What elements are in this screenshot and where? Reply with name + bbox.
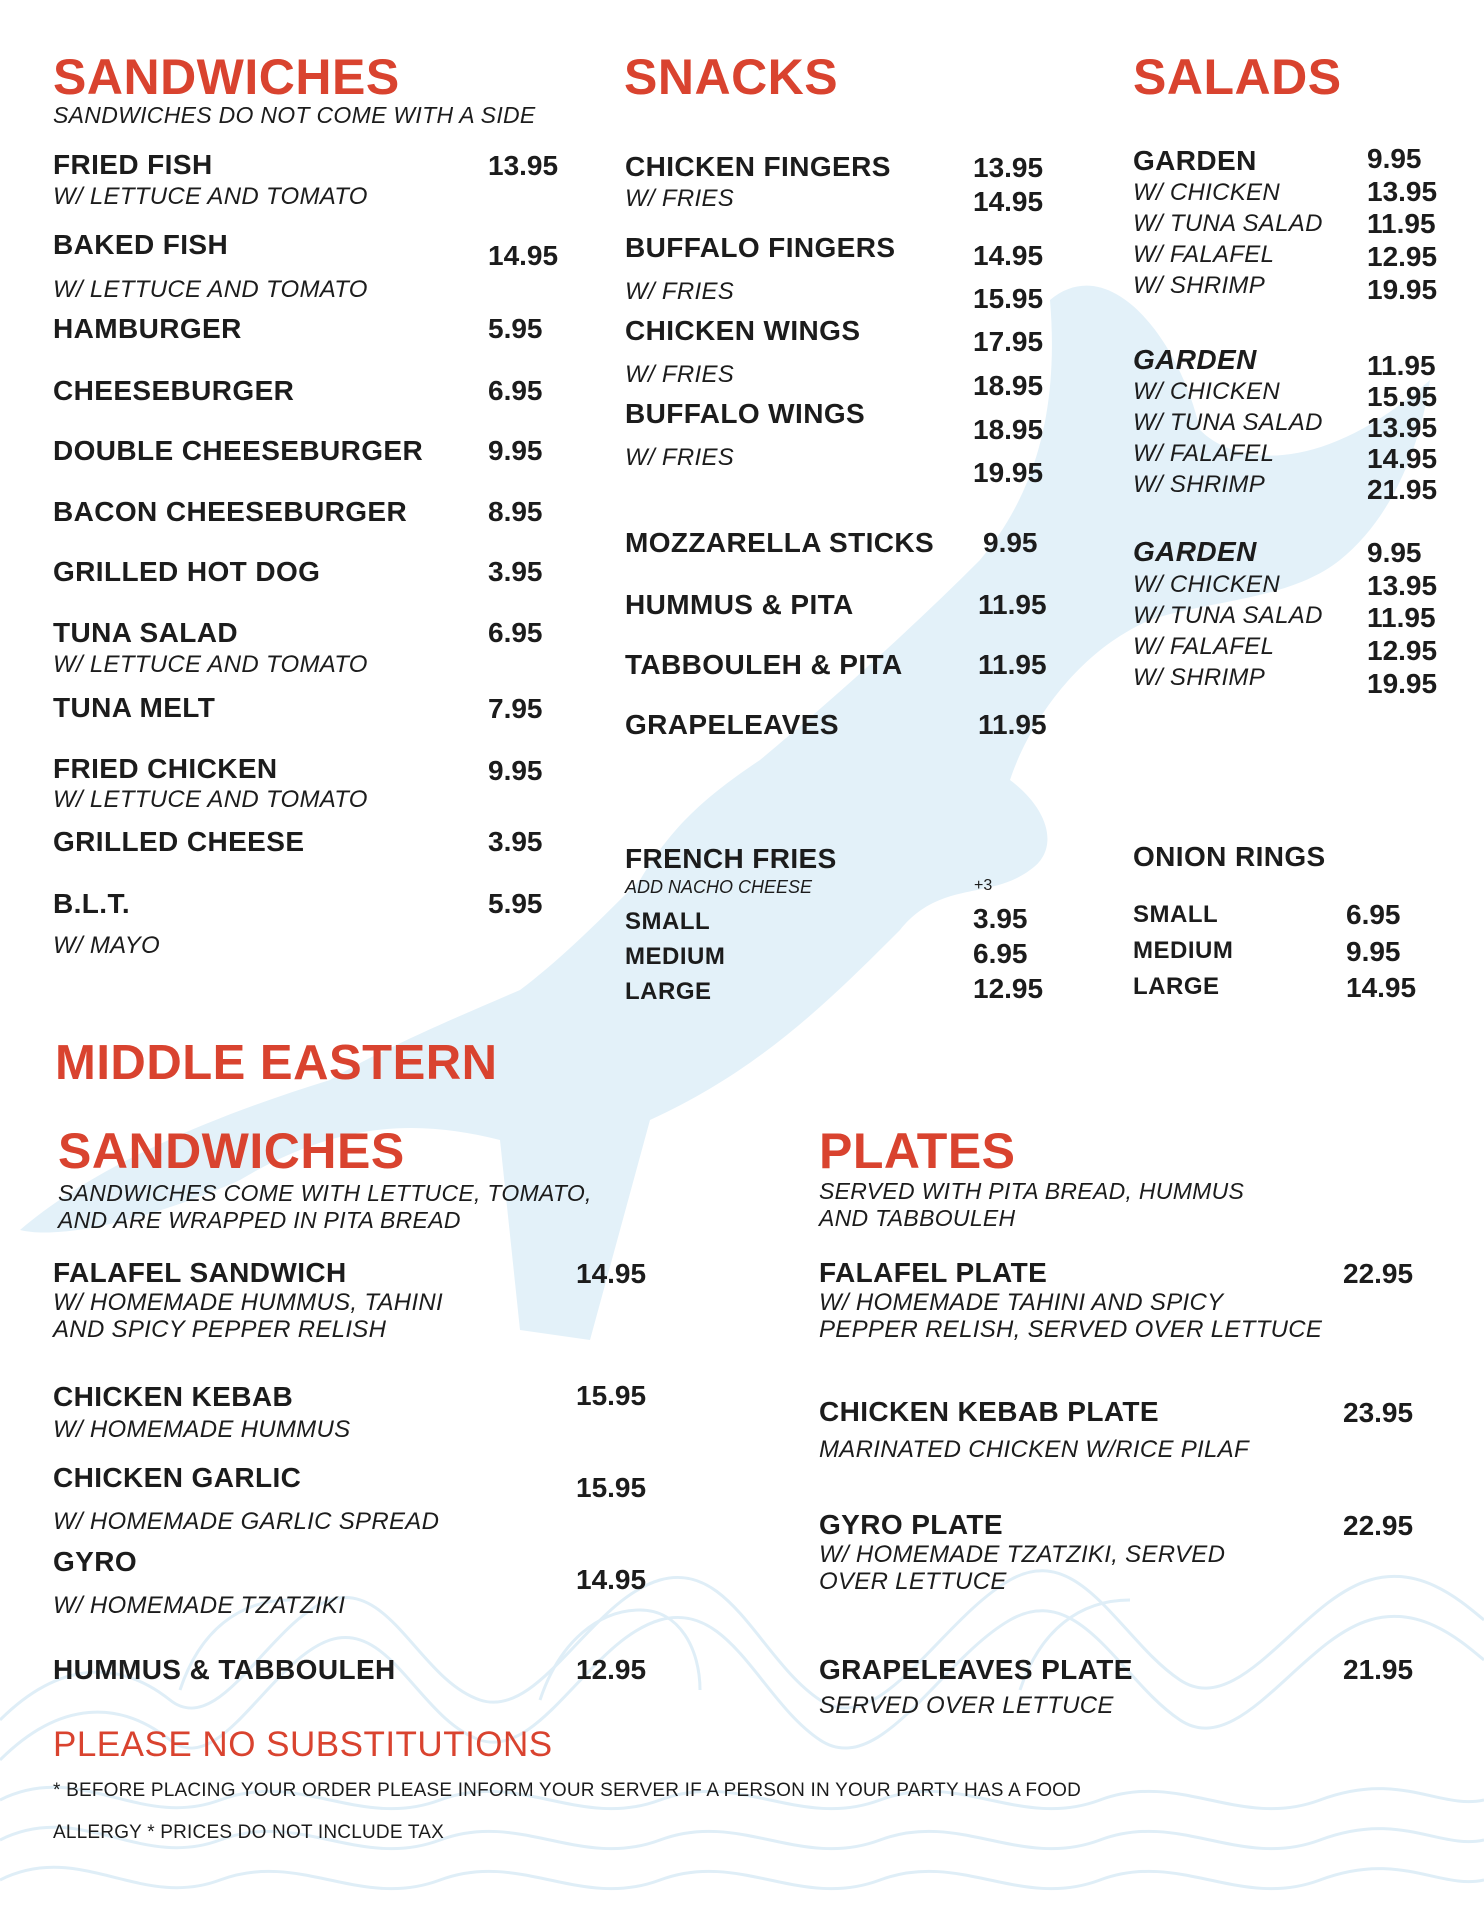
salad-option-price: 13.95	[1367, 176, 1438, 207]
me-sandwiches-title: SANDWICHES	[58, 1123, 405, 1179]
size-label: LARGE	[625, 978, 712, 1005]
salad-option-price: 12.95	[1367, 635, 1438, 666]
size-label: MEDIUM	[625, 943, 726, 970]
menu-item-price: 9.95	[488, 755, 543, 786]
salad-option-price: 19.95	[1367, 274, 1438, 305]
salad-name: GARDEN	[1133, 536, 1257, 567]
menu-item-price: 6.95	[488, 375, 543, 406]
menu-item-name: GRAPELEAVES	[625, 709, 839, 740]
menu-item-desc: AND SPICY PEPPER RELISH	[53, 1316, 387, 1343]
salad-option-price: 15.95	[1367, 381, 1438, 412]
menu-item-name: GYRO PLATE	[819, 1509, 1003, 1540]
salad-option-price: 19.95	[1367, 668, 1438, 699]
plates-subtitle: SERVED WITH PITA BREAD, HUMMUS	[819, 1178, 1245, 1204]
menu-item-name: TABBOULEH & PITA	[625, 649, 903, 680]
menu-item-price: 21.95	[1343, 1654, 1414, 1685]
menu-item-price-with-side: 14.95	[973, 186, 1044, 217]
menu-item-desc: W/ HOMEMADE GARLIC SPREAD	[53, 1508, 440, 1535]
menu-item-price: 7.95	[488, 693, 543, 724]
menu-item-desc: W/ FRIES	[625, 444, 735, 471]
menu-item-price: 18.95	[973, 414, 1044, 445]
size-label: MEDIUM	[1133, 937, 1234, 964]
menu-item-price: 14.95	[973, 240, 1044, 271]
plates-title: PLATES	[819, 1123, 1016, 1179]
size-price: 12.95	[973, 973, 1044, 1004]
menu-item-name: GRAPELEAVES PLATE	[819, 1654, 1133, 1685]
menu-item-desc: W/ LETTUCE AND TOMATO	[53, 276, 368, 303]
salad-option: W/ CHICKEN	[1133, 378, 1280, 405]
salad-option: W/ TUNA SALAD	[1133, 409, 1323, 436]
menu-item-name: B.L.T.	[53, 888, 131, 919]
menu-item-price: 3.95	[488, 556, 543, 587]
menu-item-desc: W/ MAYO	[53, 932, 160, 959]
menu-item-price-with-side: 18.95	[973, 370, 1044, 401]
menu-item-desc: W/ FRIES	[625, 278, 735, 305]
menu-item-name: FRIED FISH	[53, 149, 213, 180]
salad-price: 9.95	[1367, 537, 1422, 568]
menu-item-price: 8.95	[488, 496, 543, 527]
menu-item-price: 6.95	[488, 617, 543, 648]
menu-item-desc: W/ HOMEMADE TZATZIKI	[53, 1592, 346, 1619]
menu-item-name: BACON CHEESEBURGER	[53, 496, 408, 527]
menu-item-price: 22.95	[1343, 1258, 1414, 1289]
allergy-notice: * BEFORE PLACING YOUR ORDER PLEASE INFORM YOUR SERVER IF A PERSON IN YOUR PARTY HAS A FOOD	[53, 1780, 1082, 1801]
menu-item-name: CHICKEN KEBAB	[53, 1381, 294, 1412]
menu-item-price: 9.95	[488, 435, 543, 466]
tax-notice: ALLERGY * PRICES DO NOT INCLUDE TAX	[53, 1822, 444, 1843]
menu-item-price: 17.95	[973, 326, 1044, 357]
size-label: LARGE	[1133, 973, 1220, 1000]
salads-title: SALADS	[1133, 49, 1342, 105]
salad-option: W/ SHRIMP	[1133, 664, 1266, 691]
menu-item-name: DOUBLE CHEESEBURGER	[53, 435, 424, 466]
menu-item-name: CHICKEN GARLIC	[53, 1462, 302, 1493]
salad-option-price: 14.95	[1367, 443, 1438, 474]
menu-item-name: GRILLED CHEESE	[53, 826, 305, 857]
menu-item-desc: SERVED OVER LETTUCE	[819, 1692, 1114, 1719]
salad-option: W/ FALAFEL	[1133, 241, 1275, 268]
menu-item-desc: W/ FRIES	[625, 185, 735, 212]
menu-item-price: 14.95	[576, 1258, 647, 1289]
salad-option-price: 11.95	[1367, 602, 1436, 633]
menu-item-price: 5.95	[488, 888, 543, 919]
menu-item-price: 11.95	[978, 589, 1047, 620]
me-sandwiches-subtitle: AND ARE WRAPPED IN PITA BREAD	[58, 1207, 461, 1233]
menu-item-price: 13.95	[488, 150, 559, 181]
menu-item-name: BUFFALO WINGS	[625, 398, 866, 429]
size-label: SMALL	[625, 908, 711, 935]
menu-item-price-with-side: 19.95	[973, 457, 1044, 488]
menu-item-desc: W/ FRIES	[625, 361, 735, 388]
salad-price: 9.95	[1367, 143, 1422, 174]
menu-item-name: GYRO	[53, 1546, 138, 1577]
menu-item-price: 23.95	[1343, 1397, 1414, 1428]
salad-option-price: 13.95	[1367, 570, 1438, 601]
salad-option: W/ SHRIMP	[1133, 272, 1266, 299]
menu-item-price: 22.95	[1343, 1510, 1414, 1541]
fries-title: FRENCH FRIES	[625, 843, 837, 874]
salad-option-price: 13.95	[1367, 412, 1438, 443]
menu-item-desc: W/ LETTUCE AND TOMATO	[53, 183, 368, 210]
salad-option: W/ CHICKEN	[1133, 571, 1280, 598]
menu-item-name: MOZZARELLA STICKS	[625, 527, 935, 558]
size-label: SMALL	[1133, 901, 1219, 928]
salad-option: W/ FALAFEL	[1133, 633, 1275, 660]
menu-item-price: 14.95	[576, 1564, 647, 1595]
plates-subtitle: AND TABBOULEH	[819, 1205, 1016, 1231]
salad-option: W/ CHICKEN	[1133, 179, 1280, 206]
menu-item-price: 13.95	[973, 152, 1044, 183]
salad-option-price: 12.95	[1367, 241, 1438, 272]
salad-option-price: 21.95	[1367, 474, 1438, 505]
fries-addon: ADD NACHO CHEESE	[625, 877, 813, 897]
sandwiches-subtitle: SANDWICHES DO NOT COME WITH A SIDE	[53, 102, 536, 128]
me-sandwiches-subtitle: SANDWICHES COME WITH LETTUCE, TOMATO,	[58, 1180, 592, 1206]
menu-item-name: CHICKEN WINGS	[625, 315, 861, 346]
menu-item-name: BAKED FISH	[53, 229, 229, 260]
menu-item-name: BUFFALO FINGERS	[625, 232, 896, 263]
menu-item-name: HUMMUS & TABBOULEH	[53, 1654, 396, 1685]
menu-item-price: 14.95	[488, 240, 559, 271]
menu-item-price: 11.95	[978, 649, 1047, 680]
snacks-title: SNACKS	[624, 49, 839, 105]
menu-item-price: 3.95	[488, 826, 543, 857]
menu-item-name: FALAFEL SANDWICH	[53, 1257, 347, 1288]
menu-item-name: CHEESEBURGER	[53, 375, 295, 406]
menu-item-price: 11.95	[978, 709, 1047, 740]
sandwiches-title: SANDWICHES	[53, 49, 400, 105]
salad-option: W/ TUNA SALAD	[1133, 210, 1323, 237]
fries-addon-price: +3	[974, 877, 993, 894]
menu-item-desc: OVER LETTUCE	[819, 1568, 1007, 1595]
menu-item-desc: W/ LETTUCE AND TOMATO	[53, 651, 368, 678]
menu-item-desc: W/ HOMEMADE TZATZIKI, SERVED	[819, 1541, 1226, 1568]
salad-option: W/ TUNA SALAD	[1133, 602, 1323, 629]
menu-item-price: 12.95	[576, 1654, 647, 1685]
menu-item-name: CHICKEN FINGERS	[625, 151, 891, 182]
size-price: 6.95	[973, 938, 1028, 969]
menu-item-price: 15.95	[576, 1472, 647, 1503]
menu-item-name: FALAFEL PLATE	[819, 1257, 1048, 1288]
size-price: 6.95	[1346, 899, 1401, 930]
menu-item-desc: W/ HOMEMADE HUMMUS, TAHINI	[53, 1289, 444, 1316]
salad-option: W/ FALAFEL	[1133, 440, 1275, 467]
menu-item-name: TUNA MELT	[53, 692, 216, 723]
salad-option: W/ SHRIMP	[1133, 471, 1266, 498]
menu-item-price: 15.95	[576, 1380, 647, 1411]
menu-item-name: GRILLED HOT DOG	[53, 556, 321, 587]
menu-item-desc: PEPPER RELISH, SERVED OVER LETTUCE	[819, 1316, 1323, 1343]
middle-eastern-title: MIDDLE EASTERN	[55, 1036, 498, 1090]
size-price: 3.95	[973, 903, 1028, 934]
size-price: 14.95	[1346, 972, 1417, 1003]
menu-item-price: 9.95	[983, 527, 1038, 558]
menu-item-price: 5.95	[488, 313, 543, 344]
menu-item-name: FRIED CHICKEN	[53, 753, 278, 784]
menu-item-name: HAMBURGER	[53, 313, 242, 344]
salad-name: GARDEN	[1133, 145, 1257, 176]
menu-item-desc: W/ HOMEMADE HUMMUS	[53, 1416, 351, 1443]
menu-item-desc: W/ HOMEMADE TAHINI AND SPICY	[819, 1289, 1224, 1316]
salad-name: GARDEN	[1133, 344, 1257, 375]
menu-item-name: TUNA SALAD	[53, 617, 238, 648]
onion-rings-title: ONION RINGS	[1133, 841, 1326, 872]
menu-item-price-with-side: 15.95	[973, 283, 1044, 314]
salad-option-price: 11.95	[1367, 208, 1436, 239]
no-substitutions-notice: PLEASE NO SUBSTITUTIONS	[53, 1725, 553, 1764]
menu-item-desc: W/ LETTUCE AND TOMATO	[53, 786, 368, 813]
size-price: 9.95	[1346, 936, 1401, 967]
salad-price: 11.95	[1367, 350, 1436, 381]
menu-item-desc: MARINATED CHICKEN W/RICE PILAF	[819, 1436, 1249, 1463]
menu-item-name: CHICKEN KEBAB PLATE	[819, 1396, 1159, 1427]
menu-item-name: HUMMUS & PITA	[625, 589, 854, 620]
